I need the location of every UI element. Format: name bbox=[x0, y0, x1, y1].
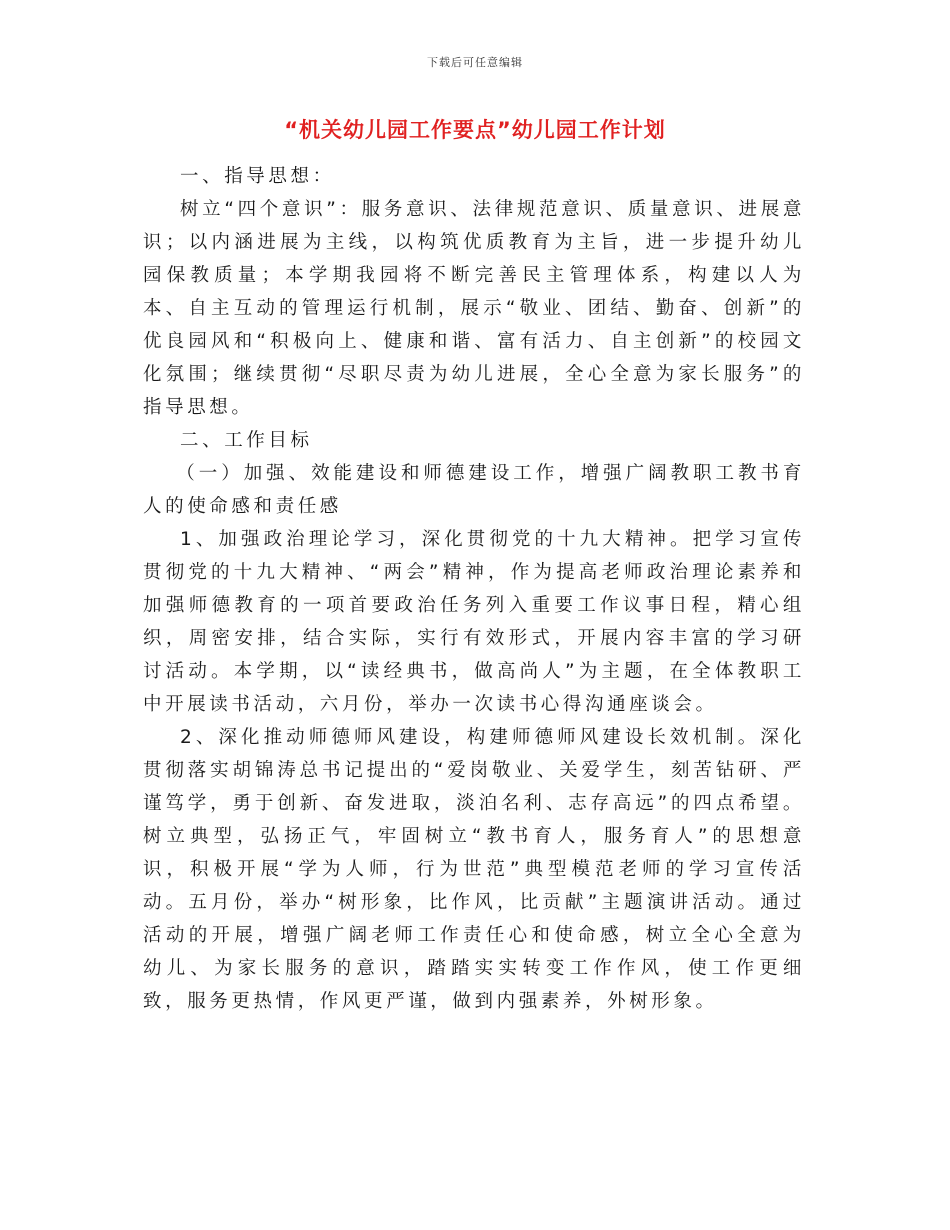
paragraph-item-1: 1、加强政治理论学习，深化贯彻党的十九大精神。把学习宣传贯彻党的十九大精神、“两会”精神，作为提高老师政治理论素养和加强师德教育的一项首要政治任务列入重要工作议事日程，精心组织，周密安排，结合实际，实行有效形式，开展内容丰富的学习研讨活动。本学期，以“读经典书，做高尚人”为主题，在全体教职工中开展读书活动，六月份，举办一次读书心得沟通座谈会。 bbox=[143, 529, 805, 715]
paragraph-guiding-ideology: 树立“四个意识”：服务意识、法律规范意识、质量意识、进展意识；以内涵进展为主线，以构筑优质教育为主旨，进一步提升幼儿园保教质量；本学期我园将不断完善民主管理体系，构建以人为本、自主互动的管理运行机制，展示“敬业、团结、勤奋、创新”的优良园风和“积极向上、健康和谐、富有活力、自主创新”的校园文化氛围；继续贯彻“尽职尽责为幼儿进展，全心全意为家长服务”的指导思想。 bbox=[143, 199, 805, 418]
document-body bbox=[143, 160, 805, 1018]
header-note: 下载后可任意编辑 bbox=[427, 56, 523, 69]
section-heading-work-goals: 二、工作目标 bbox=[180, 430, 313, 451]
section-heading-guiding-ideology: 一、指导思想： bbox=[180, 166, 335, 187]
paragraph-item-2: 2、深化推动师德师风建设，构建师德师风建设长效机制。深化贯彻落实胡锦涛总书记提出的“爱岗敬业、关爱学生，刻苦钻研、严谨笃学，勇于创新、奋发进取，淡泊名利、志存高远”的四点希望。树立典型，弘扬正气，牢固树立“教书育人，服务育人”的思想意识，积极开展“学为人师，行为世范”典型模范老师的学习宣传活动。五月份，举办“树形象，比作风，比贡献”主题演讲活动。通过活动的开展，增强广阔老师工作责任心和使命感，树立全心全意为幼儿、为家长服务的意识，踏踏实实转变工作作风，使工作更细致，服务更热情，作风更严谨，做到内强素养，外树形象。 bbox=[143, 727, 805, 1012]
document-title: “机关幼儿园工作要点”幼儿园工作计划 bbox=[284, 118, 666, 142]
subsection-heading-1: （一）加强、效能建设和师德建设工作，增强广阔教职工教书育人的使命感和责任感 bbox=[143, 463, 805, 517]
